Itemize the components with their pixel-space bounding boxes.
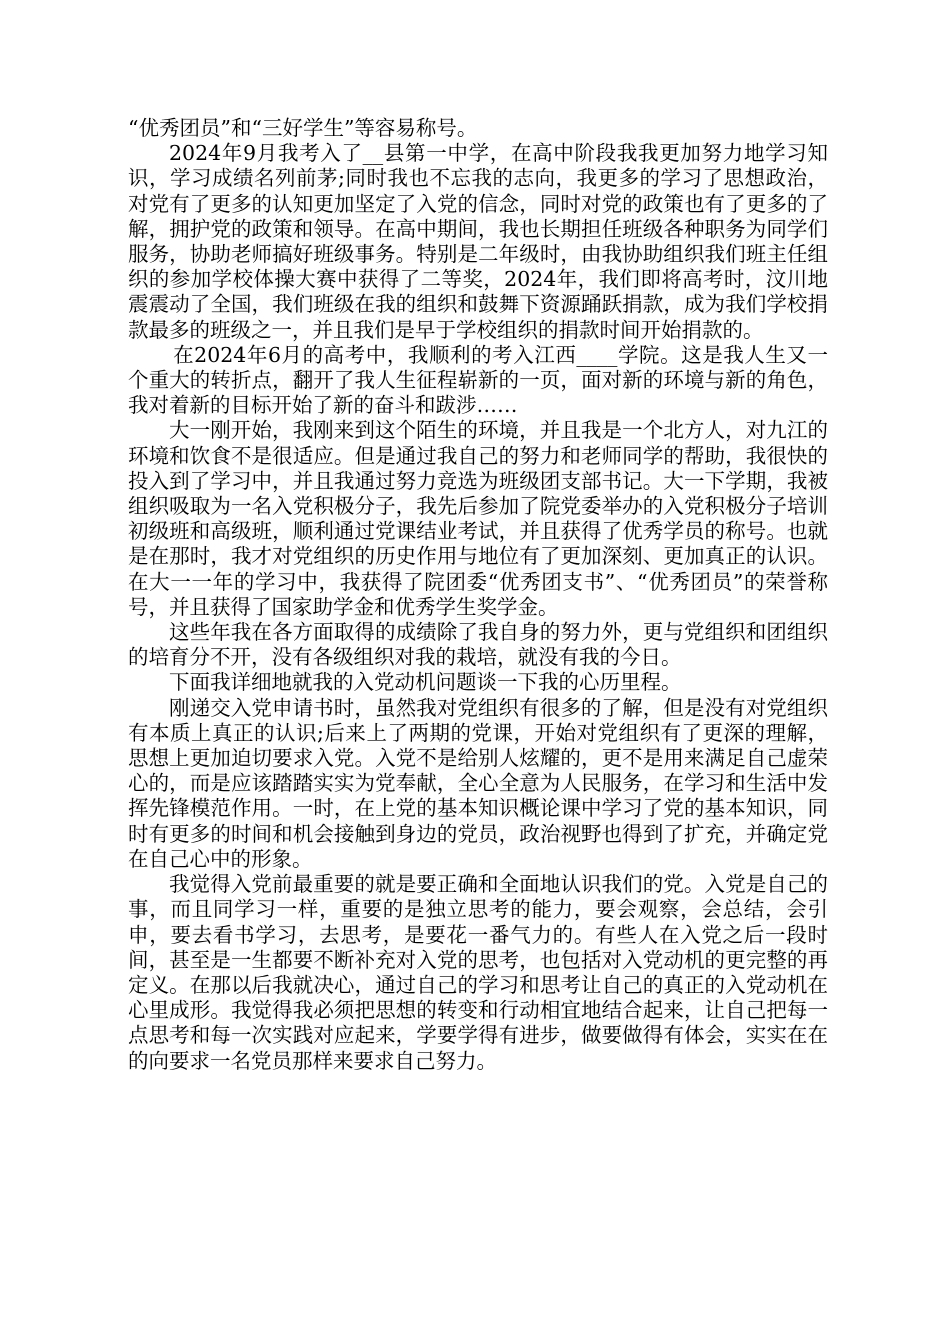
paragraph-achievements: 这些年我在各方面取得的成绩除了我自身的努力外，更与党组织和团组织的培育分不开，没有各级组织对我的栽培，就没有我的今日。 bbox=[128, 620, 828, 670]
paragraph-high-school: 2024年9月我考入了__县第一中学，在高中阶段我我更加努力地学习知识，学习成绩名列前茅;同时我也不忘我的志向，我更多的学习了思想政治，对党有了更多的认知更加坚定了入党的信念，同时对党的政策也有了更多的了解，拥护党的政策和领导。在高中期间，我也长期担任班级各种职务为同学们服务，协助老师搞好班级事务。特别是二年级时，由我协助组织我们班主任组织的参加学校体操大赛中获得了二等奖，2024年，我们即将高考时，汶川地震震动了全国，我们班级在我的组织和鼓舞下资源踊跃捐款，成为我们学校捐款最多的班级之一，并且我们是早于学校组织的捐款时间开始捐款的。 bbox=[128, 141, 828, 342]
paragraph-college-entrance: 在2024年6月的高考中，我顺利的考入江西____学院。这是我人生又一个重大的转折点，翻开了我人生征程崭新的一页，面对新的环境与新的角色，我对着新的目标开始了新的奋斗和跋涉…… bbox=[128, 342, 828, 418]
paragraph-application: 刚递交入党申请书时，虽然我对党组织有很多的了解，但是没有对党组织有本质上真正的认识;后来上了两期的党课，开始对党组织有了更深的理解，思想上更加迫切要求入党。入党不是给别人炫耀的，更不是用来满足自己虚荣心的，而是应该踏踏实实为党奉献，全心全意为人民服务，在学习和生活中发挥先锋模范作用。一时，在上党的基本知识概论课中学习了党的基本知识，同时有更多的时间和机会接触到身边的党员，政治视野也得到了扩充，并确定党在自己心中的形象。 bbox=[128, 695, 828, 871]
paragraph-freshman-year: 大一刚开始，我刚来到这个陌生的环境，并且我是一个北方人，对九江的环境和饮食不是很适应。但是通过我自己的努力和老师同学的帮助，我很快的投入到了学习中，并且我通过努力竞选为班级团支部书记。大一下学期，我被组织吸取为一名入党积极分子，我先后参加了院党委举办的入党积极分子培训初级班和高级班，顺利通过党课结业考试，并且获得了优秀学员的称号。也就是在那时，我才对党组织的历史作用与地位有了更加深刻、更加真正的认识。在大一一年的学习中，我获得了院团委“优秀团支书”、“优秀团员”的荣誉称号，并且获得了国家助学金和优秀学生奖学金。 bbox=[128, 418, 828, 619]
paragraph-continuation: “优秀团员”和“三好学生”等容易称号。 bbox=[128, 116, 478, 140]
paragraph-motivation-intro: 下面我详细地就我的入党动机问题谈一下我的心历里程。 bbox=[169, 670, 682, 695]
paragraph-understanding: 我觉得入党前最重要的就是要正确和全面地认识我们的党。入党是自己的事，而且同学习一样，重要的是独立思考的能力，要会观察，会总结，会引申，要去看书学习，去思考，是要花一番气力的。有些人在入党之后一段时间，甚至是一生都要不断补充对入党的思考，也包括对入党动机的更完整的再定义。在那以后我就决心，通过自己的学习和思考让自己的真正的入党动机在心里成形。我觉得我必须把思想的转变和行动相宜地结合起来，让自己把每一点思考和每一次实践对应起来，学要学得有进步，做要做得有体会，实实在在的向要求一名党员那样来要求自己努力。 bbox=[128, 872, 828, 1073]
document-body bbox=[128, 116, 828, 1074]
